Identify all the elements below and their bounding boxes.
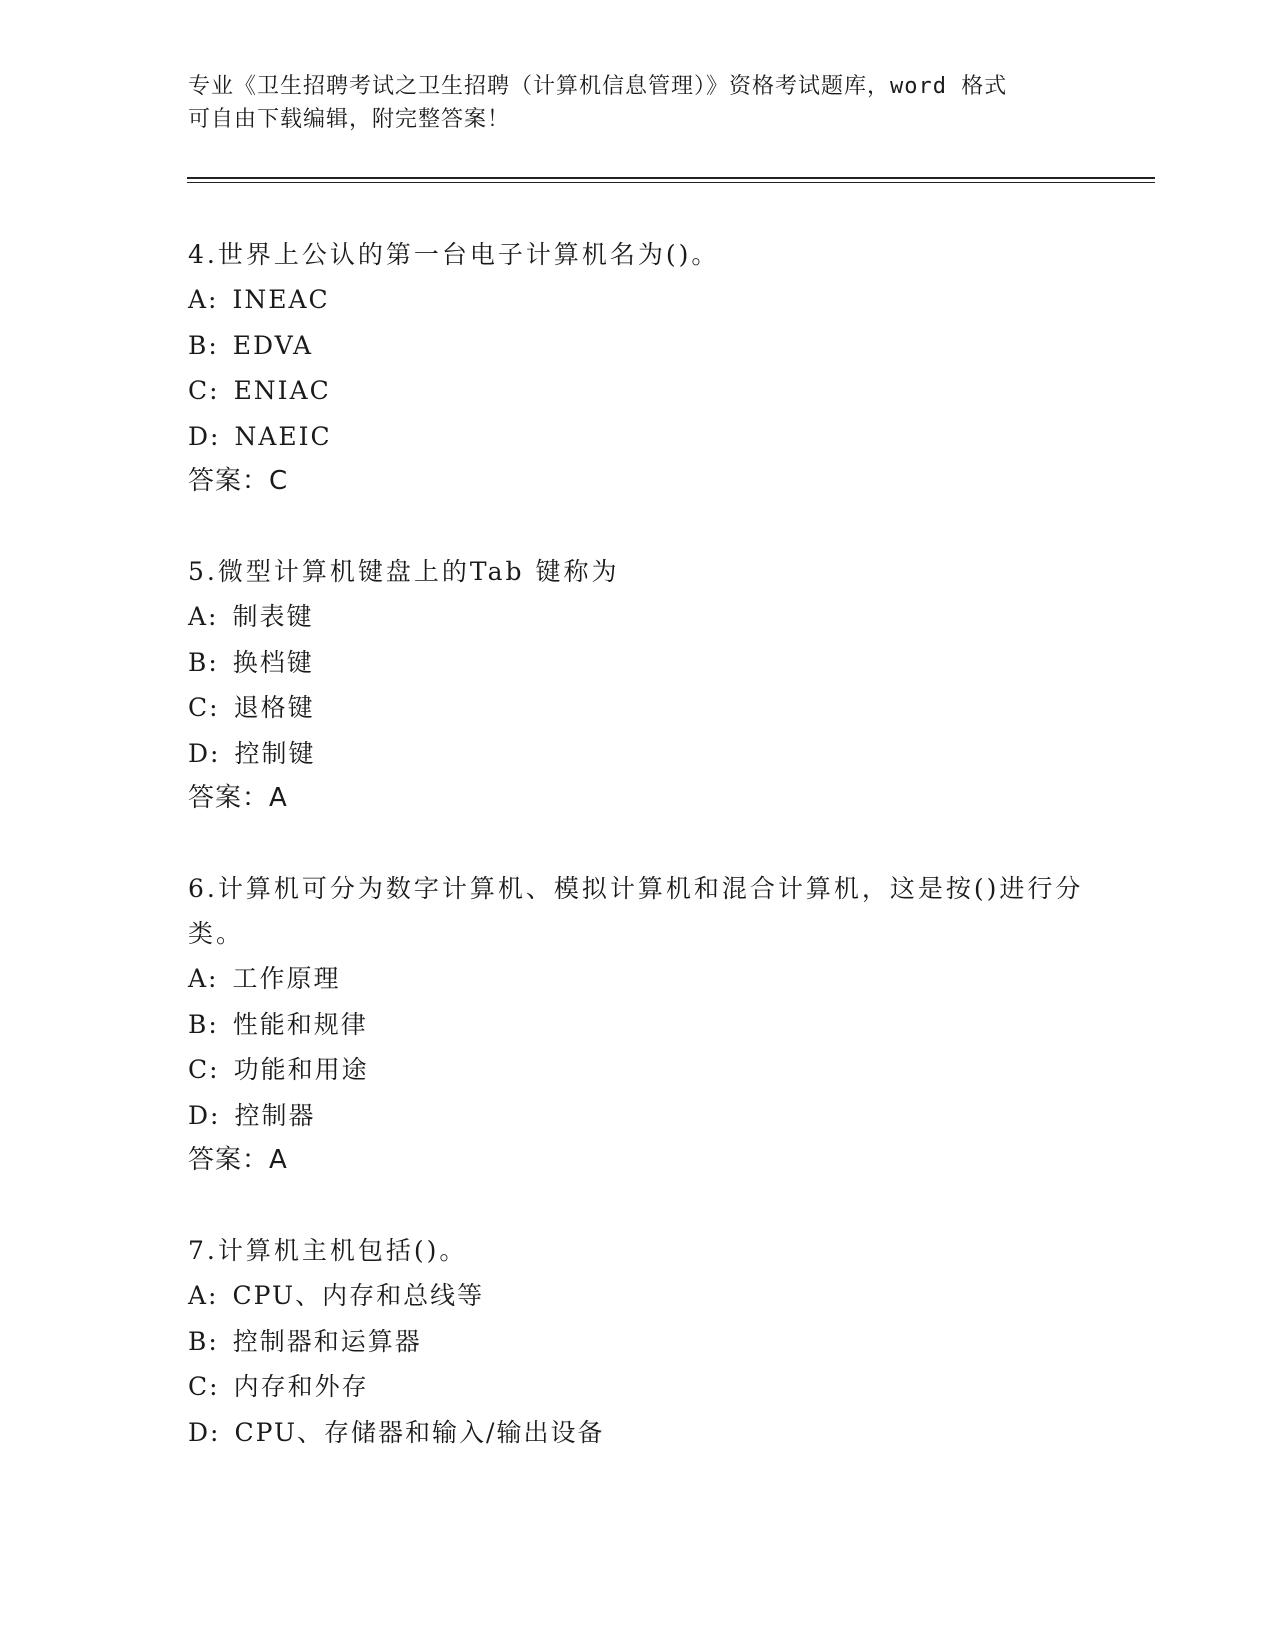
document-header bbox=[188, 70, 1068, 136]
header-line-2: 可自由下载编辑，附完整答案！ bbox=[188, 107, 511, 132]
question-7 bbox=[188, 1228, 1088, 1455]
question-text: 4.世界上公认的第一台电子计算机名为()。 bbox=[188, 240, 720, 269]
option-a: A: 制表键 bbox=[188, 602, 314, 631]
option-c: C: 功能和用途 bbox=[188, 1055, 369, 1084]
option-b: B: 换档键 bbox=[188, 647, 314, 677]
question-text: 7.计算机主机包括()。 bbox=[188, 1236, 468, 1265]
option-d: D: NAEIC bbox=[188, 421, 332, 451]
answer: 答案：A bbox=[188, 1145, 288, 1175]
question-text: 5.微型计算机键盘上的Tab 键称为 bbox=[188, 557, 620, 586]
option-c: C: ENIAC bbox=[188, 376, 331, 405]
answer: 答案：A bbox=[188, 783, 288, 813]
header-divider-thin bbox=[187, 182, 1155, 183]
option-a: A: 工作原理 bbox=[188, 964, 341, 993]
option-d: D: CPU、存储器和输入/输出设备 bbox=[188, 1417, 605, 1447]
option-a: A: INEAC bbox=[188, 285, 330, 314]
option-c: C: 退格键 bbox=[188, 693, 315, 722]
question-6 bbox=[188, 866, 1088, 1183]
option-c: C: 内存和外存 bbox=[188, 1372, 369, 1401]
question-5 bbox=[188, 549, 1088, 821]
question-text: 6.计算机可分为数字计算机、模拟计算机和混合计算机，这是按()进行分类。 bbox=[188, 874, 1084, 948]
question-4 bbox=[188, 232, 1088, 504]
option-b: B: EDVA bbox=[188, 330, 314, 360]
answer: 答案：C bbox=[188, 466, 289, 496]
question-list bbox=[188, 232, 1088, 1500]
option-d: D: 控制键 bbox=[188, 738, 316, 768]
option-b: B: 性能和规律 bbox=[188, 1009, 368, 1039]
option-d: D: 控制器 bbox=[188, 1100, 316, 1130]
option-a: A: CPU、内存和总线等 bbox=[188, 1281, 485, 1310]
option-b: B: 控制器和运算器 bbox=[188, 1326, 422, 1356]
header-line-1: 专业《卫生招聘考试之卫生招聘（计算机信息管理）》资格考试题库，word 格式 bbox=[188, 74, 1008, 99]
header-divider-thick bbox=[187, 177, 1155, 179]
